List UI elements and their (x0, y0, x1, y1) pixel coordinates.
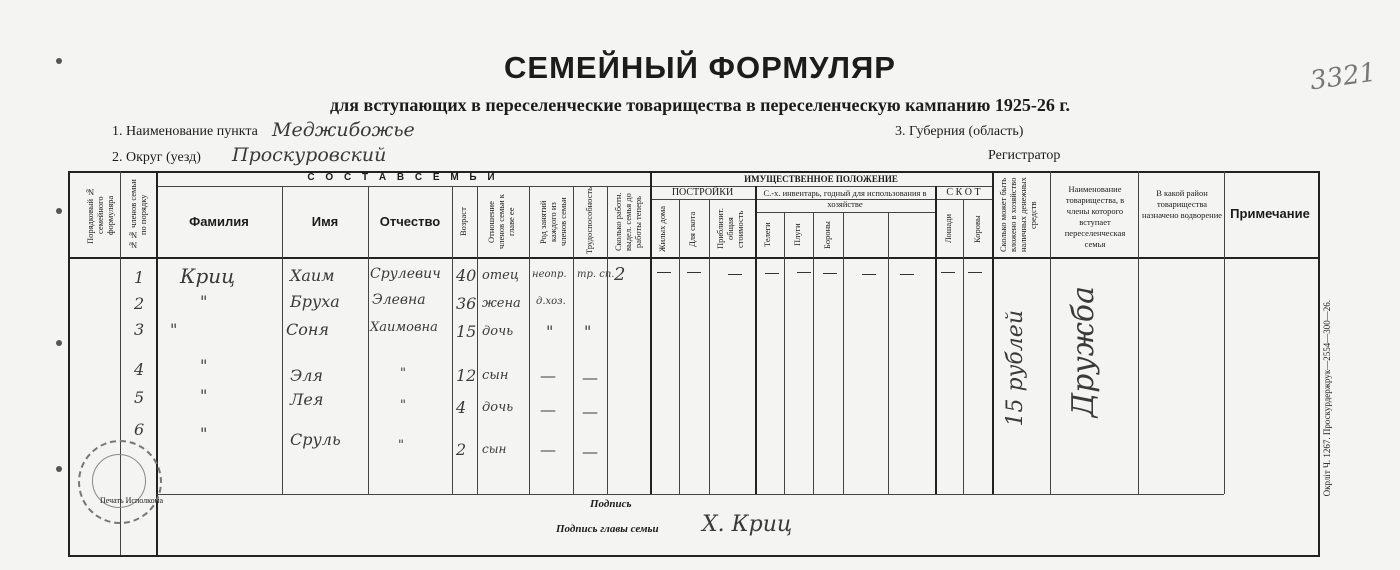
binding-hole (56, 208, 62, 214)
col-header-surname: Фамилия (189, 214, 249, 229)
head-signature: Х. Криц (702, 512, 793, 537)
binding-hole (56, 466, 62, 472)
col-header-partnership: Наименование товарищества, в члены которого вступает переселенческая семья (1064, 184, 1126, 249)
cell-age: 2 (456, 440, 467, 459)
money-value: 15 рублей (1003, 310, 1028, 427)
cell-age: 4 (456, 398, 467, 417)
col-header-money: Сколько может быть вложено в хозяйство наличных денежных средств (998, 177, 1038, 253)
col-header-workers: Сколько работн. выдел. семья до работы теперь (613, 192, 643, 252)
archive-number: 3321 (1308, 57, 1378, 97)
settlement-value: Меджибожье (272, 119, 415, 141)
cell-patronymic: Хаимовна (370, 320, 438, 335)
cell-relation: дочь (482, 400, 514, 415)
cell-member-no: 6 (134, 420, 145, 439)
group-buildings: ПОСТРОЙКИ (671, 187, 734, 198)
cell-name: Лея (290, 390, 324, 409)
col-header-cows: Коровы (972, 215, 982, 243)
col-header-member-no: №№ членов семьи по порядку (128, 179, 148, 251)
cell-patronymic: Элевна (372, 292, 426, 308)
group-inventory: С.-х. инвентарь, годный для использования в хозяйстве (763, 188, 927, 209)
cell-relation: сын (482, 368, 509, 383)
col-header-occupation: Род занятий каждого из членов семьи (538, 197, 568, 247)
cell-surname: " (200, 292, 208, 311)
col-header-workability: Трудоспособность (584, 186, 594, 254)
cell-surname: Криц (180, 264, 236, 288)
cell-relation: жена (482, 296, 521, 311)
col-header-horses: Лошади (943, 214, 953, 244)
cell-workability: — (582, 402, 598, 421)
cell-surname: " (200, 356, 208, 375)
cell-patronymic: Срулевич (370, 266, 441, 282)
col-header-name: Имя (311, 214, 339, 229)
cell-surname: " (170, 320, 178, 339)
cell-workability: — (582, 368, 598, 387)
cell-member-no: 5 (134, 388, 145, 407)
cell-relation: дочь (482, 324, 514, 339)
col-header-ploughs: Плуги (792, 223, 802, 247)
cell-workers: 2 (614, 264, 626, 285)
col-header-harrows: Бороны (822, 221, 832, 249)
stamp-label: Печать Исполкома (100, 496, 164, 505)
cell-surname: " (200, 386, 208, 405)
cell-name: Соня (286, 320, 330, 339)
cell-relation: сын (482, 442, 507, 456)
cell-workability: тр. сп. (577, 269, 615, 280)
cell-surname: " (200, 424, 208, 443)
province-label: 3. Губерния (область) (895, 124, 1024, 139)
binding-hole (56, 340, 62, 346)
col-header-approx-value: Приблизит. общая стоимость (715, 208, 745, 250)
cell-member-no: 4 (134, 360, 145, 379)
cell-workability: — (582, 442, 598, 461)
district-value: Проскуровский (232, 144, 387, 166)
col-header-district: В какой район товарищества назначено водворение (1142, 188, 1223, 220)
cell-occupation: — (540, 366, 556, 385)
cell-age: 36 (456, 294, 477, 313)
cell-name: Эля (290, 366, 324, 385)
col-header-order-no: Порядковый № семейного формуляра (85, 186, 115, 244)
cell-age: 12 (456, 366, 477, 385)
col-header-relation: Отношение членов семьи к главе ее (486, 194, 516, 250)
col-header-age: Возраст (458, 207, 468, 237)
page-title: СЕМЕЙНЫЙ ФОРМУЛЯР (504, 50, 896, 85)
cell-age: 40 (456, 266, 477, 285)
col-header-patronymic: Отчество (379, 214, 441, 229)
cell-occupation: неопр. (532, 269, 567, 280)
cell-patronymic: " (398, 438, 404, 453)
group-property: ИМУЩЕСТВЕННОЕ ПОЛОЖЕНИЕ (744, 174, 898, 184)
col-header-notes: Примечание (1230, 206, 1310, 221)
group-family: С О С Т А В С Е М Ь И (307, 172, 499, 183)
cell-name: Хаим (290, 266, 335, 285)
sign-label: Подпись (590, 498, 632, 510)
page-subtitle: для вступающих в переселенческие товарищества в переселенческую кампанию 1925-26 г. (330, 95, 1070, 115)
col-header-cattle-shed: Для скота (687, 211, 697, 247)
cell-occupation: " (546, 322, 554, 341)
partnership-value: Дружба (1066, 286, 1101, 418)
cell-workability: " (584, 322, 592, 341)
cell-name: Сруль (290, 430, 341, 449)
cell-age: 15 (456, 322, 477, 341)
binding-hole (56, 58, 62, 64)
cell-member-no: 1 (134, 268, 145, 287)
cell-occupation: — (540, 440, 556, 459)
head-sign-label: Подпись главы семьи (556, 523, 659, 535)
cell-relation: отец (482, 268, 519, 283)
district-label: 2. Округ (уезд) (112, 150, 201, 165)
cell-member-no: 3 (134, 320, 145, 339)
printer-imprint: Окрліт Ч. 1267. Проскурдержрук—2554—300—26. (1322, 300, 1332, 497)
cell-member-no: 2 (134, 294, 145, 313)
cell-name: Бруха (290, 292, 340, 311)
cell-patronymic: " (400, 398, 406, 413)
col-header-carts: Телеги (762, 222, 772, 248)
registrar-label: Регистратор (988, 148, 1061, 163)
settlement-label: 1. Наименование пункта (112, 124, 258, 139)
cell-occupation: д.хоз. (536, 296, 566, 307)
cell-patronymic: " (400, 366, 406, 381)
cell-occupation: — (540, 400, 556, 419)
group-livestock: С К О Т (946, 187, 981, 198)
col-header-house: Жилых дома (657, 206, 667, 252)
